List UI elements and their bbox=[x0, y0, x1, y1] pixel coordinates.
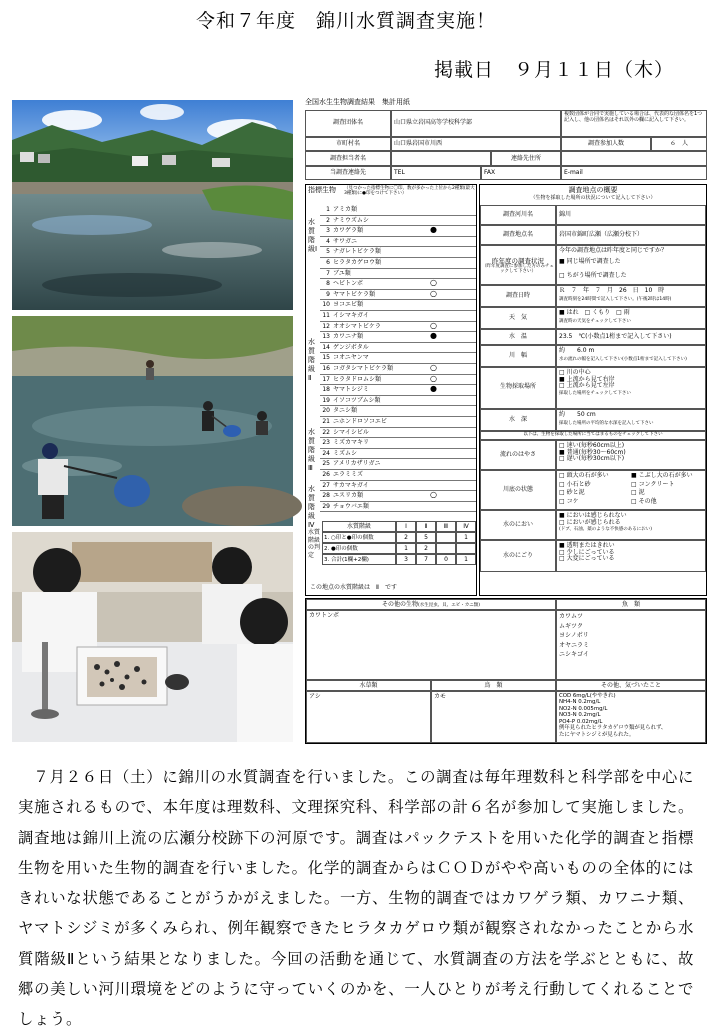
organism-row bbox=[320, 470, 476, 481]
count-label: 調査参加人数 bbox=[561, 137, 651, 151]
temp-label: 水 温 bbox=[480, 329, 556, 345]
organism-row bbox=[320, 428, 476, 439]
organism-name: アメリカザリガニ bbox=[333, 460, 381, 468]
lab-photo bbox=[12, 532, 293, 742]
organism-number: 19 bbox=[322, 396, 330, 404]
organism-row bbox=[320, 417, 476, 428]
flow-cell bbox=[556, 440, 706, 470]
organism-mark: ○ bbox=[430, 490, 437, 500]
organism-row bbox=[320, 491, 476, 502]
judge-row-label: 3. 合計(1欄+2欄) bbox=[322, 554, 396, 565]
other-value: カワトンボ bbox=[306, 610, 556, 680]
river-photo bbox=[12, 100, 293, 310]
other-label: その他の生物 bbox=[381, 601, 418, 608]
spot-cell bbox=[556, 367, 706, 409]
article-body: ７月２６日（土）に錦川の水質調査を行いました。この調査は毎年理数科と科学部を中心に実施されるもので、本年度は理数科、文理探究科、科学部の計６名が参加して実施しました。調査地は錦川上流の広瀬分校跡下の河原です。調査はパックテストを用いた化学的調査と指標生物を用いた生物的調査を行いました。化学的調査からはＣＯＤがやや高いものの全体的にはきれいな状態であることがうかがえました。一方、生物的調査ではカワゲラ類、カワニナ類、ヤマトシジミが多くみられ、例年観察できたヒラタカゲロウ類が観察されなかったことから水質階級Ⅱという結果となりました。今回の活動を通じて、水質調査の方法を学ぶとともに、故郷の美しい河川環境をどのように守っていくのかを、一人ひとりが考え行動してくれることでしょう。 bbox=[18, 768, 694, 1029]
judge-cell bbox=[436, 543, 456, 554]
prev-question: 今年の調査地点は昨年度と同じですか？ bbox=[559, 247, 668, 254]
judge-cell: 2 bbox=[416, 543, 436, 554]
bed-option: □ 頭大の石が多い bbox=[559, 472, 609, 479]
judge-cell bbox=[456, 543, 476, 554]
prev-note: （昨年度調査に参加した方のみチェックして下さい） bbox=[482, 264, 554, 275]
organism-name: ユスリカ類 bbox=[333, 492, 363, 500]
bed-option: □ 泥 bbox=[631, 489, 645, 497]
other-note: (水生昆虫、貝、エビ・カニ類) bbox=[418, 603, 481, 608]
organism-row bbox=[320, 353, 476, 364]
organism-number: 23 bbox=[322, 439, 330, 447]
weather-note: 調査時の天気をチェックして下さい bbox=[559, 318, 631, 324]
organism-number: 12 bbox=[322, 322, 330, 330]
judge-cell: 1 bbox=[456, 532, 476, 543]
organism-name: ゲンジボタル bbox=[333, 343, 369, 351]
organism-mark: ○ bbox=[430, 373, 437, 383]
organism-number: 18 bbox=[322, 386, 330, 394]
flow-option: □ 速い(毎秒60cm以上) bbox=[559, 442, 625, 449]
spot-options bbox=[559, 370, 703, 390]
organism-row bbox=[320, 502, 476, 513]
organism-mark: ○ bbox=[430, 320, 437, 330]
judge-cell: 5 bbox=[416, 532, 436, 543]
organism-number: 25 bbox=[322, 460, 330, 468]
organism-name: ヨコエビ類 bbox=[333, 301, 364, 309]
width-cell bbox=[556, 345, 706, 367]
datetime-cell bbox=[556, 285, 706, 307]
flow-option: ■ 普通(毎秒30〜60cm) bbox=[559, 448, 626, 456]
city-label: 市町村名 bbox=[305, 137, 391, 151]
organism-number: 20 bbox=[322, 407, 330, 415]
judge-col-header: 水質階級 bbox=[322, 521, 396, 532]
width-note: 水の流れの幅を記入して下さい(小数点1桁まで記入して下さい) bbox=[559, 356, 687, 362]
weather-value: ■ はれ □ くもり □ 雨 bbox=[559, 309, 630, 316]
organism-name: ナミウズムシ bbox=[333, 216, 369, 224]
other-header bbox=[306, 599, 556, 610]
river-value: 錦川 bbox=[556, 205, 706, 225]
city-value: 山口県岩国市川西 bbox=[391, 137, 561, 151]
organism-row bbox=[320, 364, 476, 375]
fish-item: ヨシノボリ bbox=[559, 632, 589, 640]
spot-option: □ 上流から見て左岸 bbox=[559, 382, 615, 390]
organism-number: 8 bbox=[326, 280, 330, 288]
organism-number: 17 bbox=[322, 375, 330, 383]
org-value: 山口県立岩国高等学校科学部 bbox=[391, 110, 561, 137]
width-label: 川 幅 bbox=[480, 345, 556, 367]
organism-mark: ● bbox=[430, 331, 437, 341]
judge-row-label: 1. ○印と●印の個数 bbox=[322, 532, 396, 543]
judge-cell bbox=[436, 532, 456, 543]
bed-option: □ 砂と泥 bbox=[559, 489, 585, 497]
organism-row bbox=[320, 332, 476, 343]
turb-cell bbox=[556, 540, 706, 572]
fish-label: 魚 類 bbox=[556, 599, 706, 610]
judge-cell: 1 bbox=[456, 554, 476, 565]
judge-col-header: Ⅰ bbox=[396, 521, 416, 532]
indicator-note: （見つかった指標生物に〇印、数が多かった上位から2種類(最大3種類)に●印をつけて下さい） bbox=[344, 186, 475, 196]
organism-row bbox=[320, 226, 476, 237]
prev-cell bbox=[556, 245, 706, 285]
turb-option: ■ 透明またはきれい bbox=[559, 542, 615, 549]
prev-answer-diff: □ ちがう場所で調査した bbox=[559, 272, 627, 280]
bed-cell bbox=[556, 470, 706, 510]
organism-row bbox=[320, 375, 476, 386]
smell-cell bbox=[556, 510, 706, 540]
grade3-label: 水質階級Ⅲ bbox=[308, 428, 315, 473]
bed-options bbox=[559, 473, 703, 505]
organism-row bbox=[320, 205, 476, 216]
contact-label: 連絡先住所 bbox=[491, 151, 561, 166]
site-note: （生物を採取した場所の状況について記入して下さい） bbox=[530, 195, 656, 201]
smell-label: 水のにおい bbox=[480, 510, 556, 540]
phone-label: 当調査連絡先 bbox=[305, 166, 391, 180]
organism-number: 6 bbox=[326, 259, 330, 266]
organism-row bbox=[320, 216, 476, 227]
form-header: 全国水生生物調査結果 集計用紙 bbox=[305, 98, 410, 106]
sampling-photo bbox=[12, 316, 293, 526]
plant-value: アシ bbox=[306, 691, 431, 743]
fish-item: カワムツ bbox=[559, 613, 583, 620]
organism-row bbox=[320, 258, 476, 269]
organism-name: サカマキガイ bbox=[333, 481, 369, 489]
organism-number: 24 bbox=[322, 449, 330, 457]
note-line: たにヤマトシジミが見られた。 bbox=[559, 731, 635, 738]
bird-value: カモ bbox=[431, 691, 556, 743]
organism-row bbox=[320, 459, 476, 470]
prev-label-cell bbox=[480, 245, 556, 285]
person-value bbox=[391, 151, 491, 166]
organism-name: サワガニ bbox=[333, 237, 358, 245]
page-title: 令和７年度 錦川水質調査実施！ bbox=[196, 10, 497, 32]
notes-label: その他、気づいたこと bbox=[556, 680, 706, 691]
organism-number: 26 bbox=[322, 471, 330, 478]
survey-form bbox=[303, 98, 707, 746]
datetime-label: 調査日時 bbox=[480, 285, 556, 307]
organism-name: タニシ類 bbox=[333, 407, 358, 415]
spot-option: □ 川の中心 bbox=[559, 369, 591, 376]
organism-name: コガタシマトビケラ類 bbox=[333, 365, 394, 372]
judge-cell: 0 bbox=[436, 554, 456, 565]
prev-answer-same: ■ 同じ場所で調査した bbox=[559, 257, 621, 265]
organism-number: 9 bbox=[326, 290, 330, 298]
organism-number: 13 bbox=[322, 333, 330, 341]
smell-option: □ においが感じられる bbox=[559, 518, 621, 526]
bed-option: □ その他 bbox=[631, 497, 657, 505]
organism-number: 2 bbox=[326, 216, 330, 224]
organism-name: カワゲラ類 bbox=[333, 227, 364, 235]
bed-label: 川底の状態 bbox=[480, 470, 556, 510]
datetime-value: Ｒ ７ 年 ７ 月 26 日 10 時 bbox=[559, 287, 665, 294]
indicator-header: 指標生物 bbox=[308, 186, 336, 194]
organism-row bbox=[320, 396, 476, 407]
organism-row bbox=[320, 311, 476, 322]
depth-note: 採取した場所の平均的な水深を記入して下さい bbox=[559, 420, 654, 426]
notes-list bbox=[559, 693, 703, 738]
prev-label: 昨年度の調査状況 bbox=[492, 257, 544, 265]
smell-option: ■ においは感じられない bbox=[559, 512, 627, 519]
judge-cell: 2 bbox=[396, 532, 416, 543]
organism-name: コオニヤンマ bbox=[333, 354, 369, 362]
note-line: 例年見られたヒラタカゲロウ類が見られず、 bbox=[559, 725, 667, 732]
site-summary bbox=[479, 184, 707, 596]
fax-label: FAX bbox=[481, 166, 561, 180]
organism-row bbox=[320, 269, 476, 280]
organism-number: 27 bbox=[322, 481, 330, 489]
organism-name: エラミミズ bbox=[333, 471, 364, 478]
organism-number: 10 bbox=[322, 301, 330, 309]
turb-label: 水のにごり bbox=[480, 540, 556, 572]
organism-name: ニホンドロソコエビ bbox=[333, 418, 387, 425]
organism-number: 15 bbox=[322, 354, 330, 362]
org-note: 複数団体が合同で実施している場合は、代表的な団体名を1つ記入し、他の団体名はそれ以外の欄に記入して下さい。 bbox=[561, 110, 707, 137]
site-header: 調査地点の概要 bbox=[568, 186, 618, 194]
flow-options bbox=[559, 443, 703, 463]
spot-option: ■ 上流から見て右岸 bbox=[559, 375, 615, 383]
place-value: 岩国市錦町広瀬（広瀬分校下） bbox=[556, 225, 706, 245]
organism-row bbox=[320, 481, 476, 492]
fish-cell bbox=[556, 610, 706, 680]
fish-item: ニシキゴイ bbox=[559, 651, 589, 659]
organism-row bbox=[320, 247, 476, 258]
count-value: ６ 人 bbox=[651, 137, 707, 151]
judge-col-header: Ⅱ bbox=[416, 521, 436, 532]
depth-label: 水 深 bbox=[480, 409, 556, 431]
turb-option: □ 大変にごっている bbox=[559, 555, 615, 563]
bird-label: 鳥 類 bbox=[431, 680, 556, 691]
bed-option: □ 小石と砂 bbox=[559, 480, 591, 488]
organism-name: イソコツブムシ類 bbox=[333, 396, 381, 404]
organism-number: 3 bbox=[326, 227, 330, 235]
organism-number: 11 bbox=[322, 312, 330, 319]
judge-cell: 1 bbox=[396, 543, 416, 554]
organism-number: 4 bbox=[326, 237, 330, 245]
organism-row bbox=[320, 406, 476, 417]
note-line: PO4-P 0.02mg/L bbox=[559, 718, 603, 725]
organism-row bbox=[320, 237, 476, 248]
organism-row bbox=[320, 279, 476, 290]
tel-label: TEL bbox=[391, 166, 481, 180]
organism-row bbox=[320, 290, 476, 301]
smell-note: (ドブ、石油、薬のような不快感のあるにおい) bbox=[559, 527, 653, 533]
grade2-label: 水質階級Ⅱ bbox=[308, 338, 315, 383]
judge-cell: 3 bbox=[396, 554, 416, 565]
organism-number: 1 bbox=[326, 206, 330, 213]
organism-number: 28 bbox=[322, 492, 330, 500]
organism-name: ミズムシ bbox=[333, 449, 358, 457]
contact-value bbox=[561, 151, 707, 166]
note-line: NO3-N 0.2mg/L bbox=[559, 712, 601, 719]
indicator-table bbox=[305, 184, 477, 596]
turb-option: □ 少しにごっている bbox=[559, 548, 615, 556]
organism-name: ヤマトビケラ類 bbox=[333, 290, 376, 298]
width-value: 約 6.0 m bbox=[559, 347, 595, 354]
organism-row bbox=[320, 300, 476, 311]
organism-name: ヒラタカゲロウ類 bbox=[333, 259, 381, 266]
person-label: 調査担当者名 bbox=[305, 151, 391, 166]
organism-number: 21 bbox=[322, 418, 330, 425]
organism-name: ヒラタドロムシ類 bbox=[333, 375, 381, 383]
organism-name: ミズカマキリ bbox=[333, 439, 370, 447]
weather-label: 天 気 bbox=[480, 307, 556, 329]
org-label: 調査団体名 bbox=[305, 110, 391, 137]
judge-row-label: 2. ●印の個数 bbox=[322, 543, 396, 554]
judge-col-header: Ⅳ bbox=[456, 521, 476, 532]
depth-cell bbox=[556, 409, 706, 431]
publish-date: 掲載日 ９月１１日（木） bbox=[434, 59, 675, 81]
organism-row bbox=[320, 385, 476, 396]
judge-col-header: Ⅲ bbox=[436, 521, 456, 532]
organism-name: カワニナ類 bbox=[333, 333, 364, 341]
organism-mark: ○ bbox=[430, 288, 437, 298]
organism-row bbox=[320, 449, 476, 460]
note-line: NH4-N 0.2mg/L bbox=[559, 699, 601, 706]
organism-name: ナガレトビケラ類 bbox=[333, 248, 381, 256]
organism-row bbox=[320, 438, 476, 449]
organism-number: 16 bbox=[322, 365, 330, 372]
grade4-label: 水質階級Ⅳ bbox=[308, 485, 315, 530]
email-label: E-mail bbox=[561, 166, 707, 180]
organism-name: ヤマトシジミ bbox=[333, 386, 369, 394]
judge-label: 水質階級の判定 bbox=[308, 529, 321, 559]
judge-result: この地点の水質階級は Ⅱ です bbox=[310, 584, 397, 591]
note-line: COD 6mg/L(ややきれ) bbox=[559, 693, 616, 699]
fish-list bbox=[559, 612, 703, 660]
flow-option: □ 遅い(毎秒30cm以下) bbox=[559, 455, 625, 463]
flow-label: 流れのはやさ bbox=[480, 440, 556, 470]
check-note: 以下は、生物を採取した場所に当てはまるものをチェックして下さい bbox=[480, 431, 706, 440]
turb-options bbox=[559, 543, 703, 563]
temp-value: 23.5 ℃(小数点1桁まで記入して下さい) bbox=[556, 329, 706, 345]
river-label: 調査河川名 bbox=[480, 205, 556, 225]
organism-number: 7 bbox=[326, 269, 330, 277]
place-label: 調査地点名 bbox=[480, 225, 556, 245]
organism-name: チョウバエ類 bbox=[333, 502, 369, 510]
notes-cell bbox=[556, 691, 706, 743]
organism-row bbox=[320, 322, 476, 333]
depth-value: 約 50 cm bbox=[559, 411, 596, 418]
grade1-label: 水質階級Ⅰ bbox=[308, 218, 318, 254]
organism-mark: ○ bbox=[430, 363, 437, 372]
organism-mark: ○ bbox=[430, 278, 437, 288]
note-line: NO2-N 0.005mg/L bbox=[559, 705, 608, 712]
spot-note: 採取した場所をチェックして下さい bbox=[559, 390, 631, 396]
plant-label: 水草類 bbox=[306, 680, 431, 691]
organism-mark: ● bbox=[430, 384, 437, 394]
organism-name: ヘビトンボ bbox=[333, 280, 364, 288]
weather-cell bbox=[556, 307, 706, 329]
organism-name: シマイシビル bbox=[333, 428, 369, 436]
judge-cell: 7 bbox=[416, 554, 436, 565]
organism-number: 5 bbox=[326, 248, 330, 256]
organism-mark: ● bbox=[430, 225, 437, 235]
fish-item: ムギツク bbox=[559, 622, 583, 630]
organism-number: 14 bbox=[322, 343, 330, 351]
bed-option: ■ こぶし大の石が多い bbox=[631, 472, 693, 479]
bed-option: □ コンクリート bbox=[631, 480, 675, 488]
organism-name: オオシマトビケラ bbox=[333, 322, 381, 330]
other-organisms-table bbox=[305, 598, 707, 744]
organism-name: イシマキガイ bbox=[333, 312, 369, 319]
bed-option: □ コケ bbox=[559, 497, 579, 505]
organism-name: アミカ類 bbox=[333, 206, 358, 213]
organism-number: 29 bbox=[322, 502, 330, 510]
fish-item: オヤニラミ bbox=[559, 641, 590, 649]
organism-row bbox=[320, 343, 476, 354]
organism-name: ブユ類 bbox=[333, 269, 351, 277]
organism-number: 22 bbox=[322, 428, 330, 436]
smell-options bbox=[559, 513, 703, 526]
datetime-note: 調査時刻を24時間で記入して下さい。(午後2時は14時) bbox=[559, 296, 672, 302]
spot-label: 生物採取場所 bbox=[480, 367, 556, 409]
